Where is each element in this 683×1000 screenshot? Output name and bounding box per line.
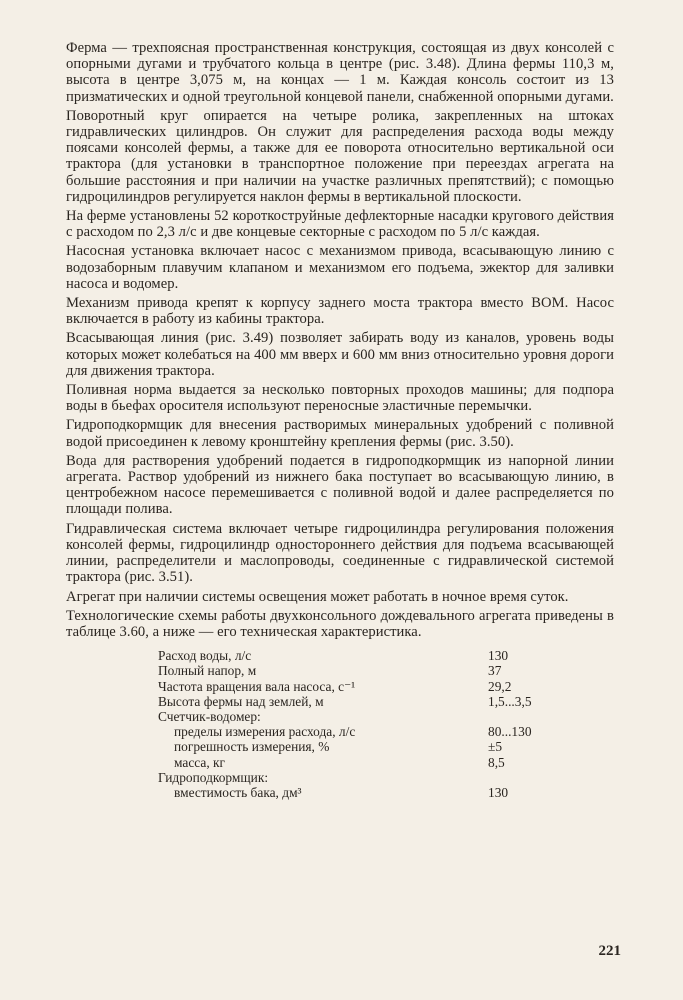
paragraph-tech-intro: Технологические схемы работы двухконсольного дождевального агрегата приведены в таблице 3.60, а ниже — его техническая характеристика.: [66, 607, 614, 640]
paragraph-feeder: Гидроподкормщик для внесения растворимых минеральных удобрений с поливной водой присоединен к левому кронштейну крепления фермы (рис. 3.50).: [66, 417, 614, 450]
spec-label: Частота вращения вала насоса, с⁻¹: [158, 678, 356, 694]
spec-group-row: [158, 709, 532, 724]
spec-row: [158, 648, 532, 663]
spec-value: [474, 709, 532, 724]
paragraph-fertilizer-water: Вода для растворения удобрений подается в гидроподкормщик из напорной линии агрегата. Раствор удобрений из нижнего бака поступает во всасывающую линию, в центробежном насосе перемешивается с поливной водой и далее распределяется по площади полива.: [66, 452, 614, 518]
spec-group-row: [158, 770, 532, 785]
spec-row: [158, 724, 532, 739]
paragraph-hydraulics: Гидравлическая система включает четыре гидроцилиндра регулирования положения консолей фермы, гидроцилиндр одностороннего действия для подъема всасывающей линии, распределители и маслопроводы, соединенные с гидравлической системой трактора (рис. 3.51).: [66, 520, 614, 586]
spec-label: Высота фермы над землей, м: [158, 693, 324, 709]
spec-row: [158, 694, 532, 709]
paragraph-lighting: Агрегат при наличии системы освещения может работать в ночное время суток.: [66, 588, 569, 605]
spec-label: погрешность измерения, %: [174, 739, 330, 755]
paragraph-nozzles: На ферме установлены 52 короткоструйные дефлекторные насадки кругового действия с расходом по 2,3 л/с и две концевые секторные с расходом по 5 л/с каждая.: [66, 208, 614, 241]
spec-value: 1,5...3,5: [488, 693, 532, 709]
spec-value: [474, 770, 532, 785]
spec-value: 29,2: [488, 678, 512, 694]
spec-value: 130: [488, 648, 509, 664]
paragraph-suction-line: Всасывающая линия (рис. 3.49) позволяет забирать воду из каналов, уровень воды которых может колебаться на 400 мм вверх и 600 мм вниз относительно уровня дороги для движения трактора.: [66, 330, 614, 379]
spec-value: 130: [488, 784, 509, 800]
paragraph-turntable: Поворотный круг опирается на четыре ролика, закрепленных на штоках гидравлических цилиндров. Он служит для распределения расхода воды между поясами консолей фермы, а также для ее поворота относительно вертикальной оси трактора (для установки в транспортное положение при переездах агрегата на большие расстояния и при наличии на участке различных препятствий); с помощью гидроцилиндров регулируется наклон фермы в вертикальной плоскости.: [66, 107, 614, 205]
paragraph-frame: Ферма — трехпоясная пространственная конструкция, состоящая из двух консолей с опорными дугами и трубчатого кольца в центре (рис. 3.48). Длина фермы 110,3 м, высота в центре 3,075 м, на концах — 1 м. Каждая консоль состоит из 13 призматических и одной треугольной концевой панели, снабженной опорными дугами.: [66, 40, 614, 105]
spec-group-label: Счетчик-водомер:: [158, 708, 261, 724]
spec-label: масса, кг: [174, 754, 226, 770]
page-body: [66, 40, 614, 800]
spec-row: [158, 785, 532, 800]
spec-row: [158, 755, 532, 770]
spec-value: 8,5: [488, 754, 505, 770]
spec-label: вместимость бака, дм³: [174, 784, 302, 800]
spec-row: [158, 679, 532, 694]
paragraph-irrigation-rate: Поливная норма выдается за несколько повторных проходов машины; для подпора воды в бьефах оросителя используют переносные эластичные перемычки.: [66, 382, 614, 415]
spec-value: 37: [488, 663, 502, 679]
tech-spec-table: [158, 648, 532, 800]
paragraph-drive: Механизм привода крепят к корпусу заднего моста трактора вместо ВОМ. Насос включается в работу из кабины трактора.: [66, 295, 614, 328]
spec-label: Расход воды, л/с: [158, 648, 252, 664]
spec-label: пределы измерения расхода, л/с: [174, 724, 356, 740]
spec-row: [158, 739, 532, 754]
spec-row: [158, 663, 532, 678]
page-number: 221: [598, 943, 621, 959]
spec-value: 80...130: [488, 724, 532, 740]
spec-value: ±5: [488, 739, 503, 755]
spec-group-label: Гидроподкормщик:: [158, 769, 269, 785]
spec-label: Полный напор, м: [158, 663, 257, 679]
paragraph-pump-unit: Насосная установка включает насос с механизмом привода, всасывающую линию с водозаборным плавучим клапаном и механизмом его подъема, эжектор для заливки насоса и водомер.: [66, 243, 614, 292]
